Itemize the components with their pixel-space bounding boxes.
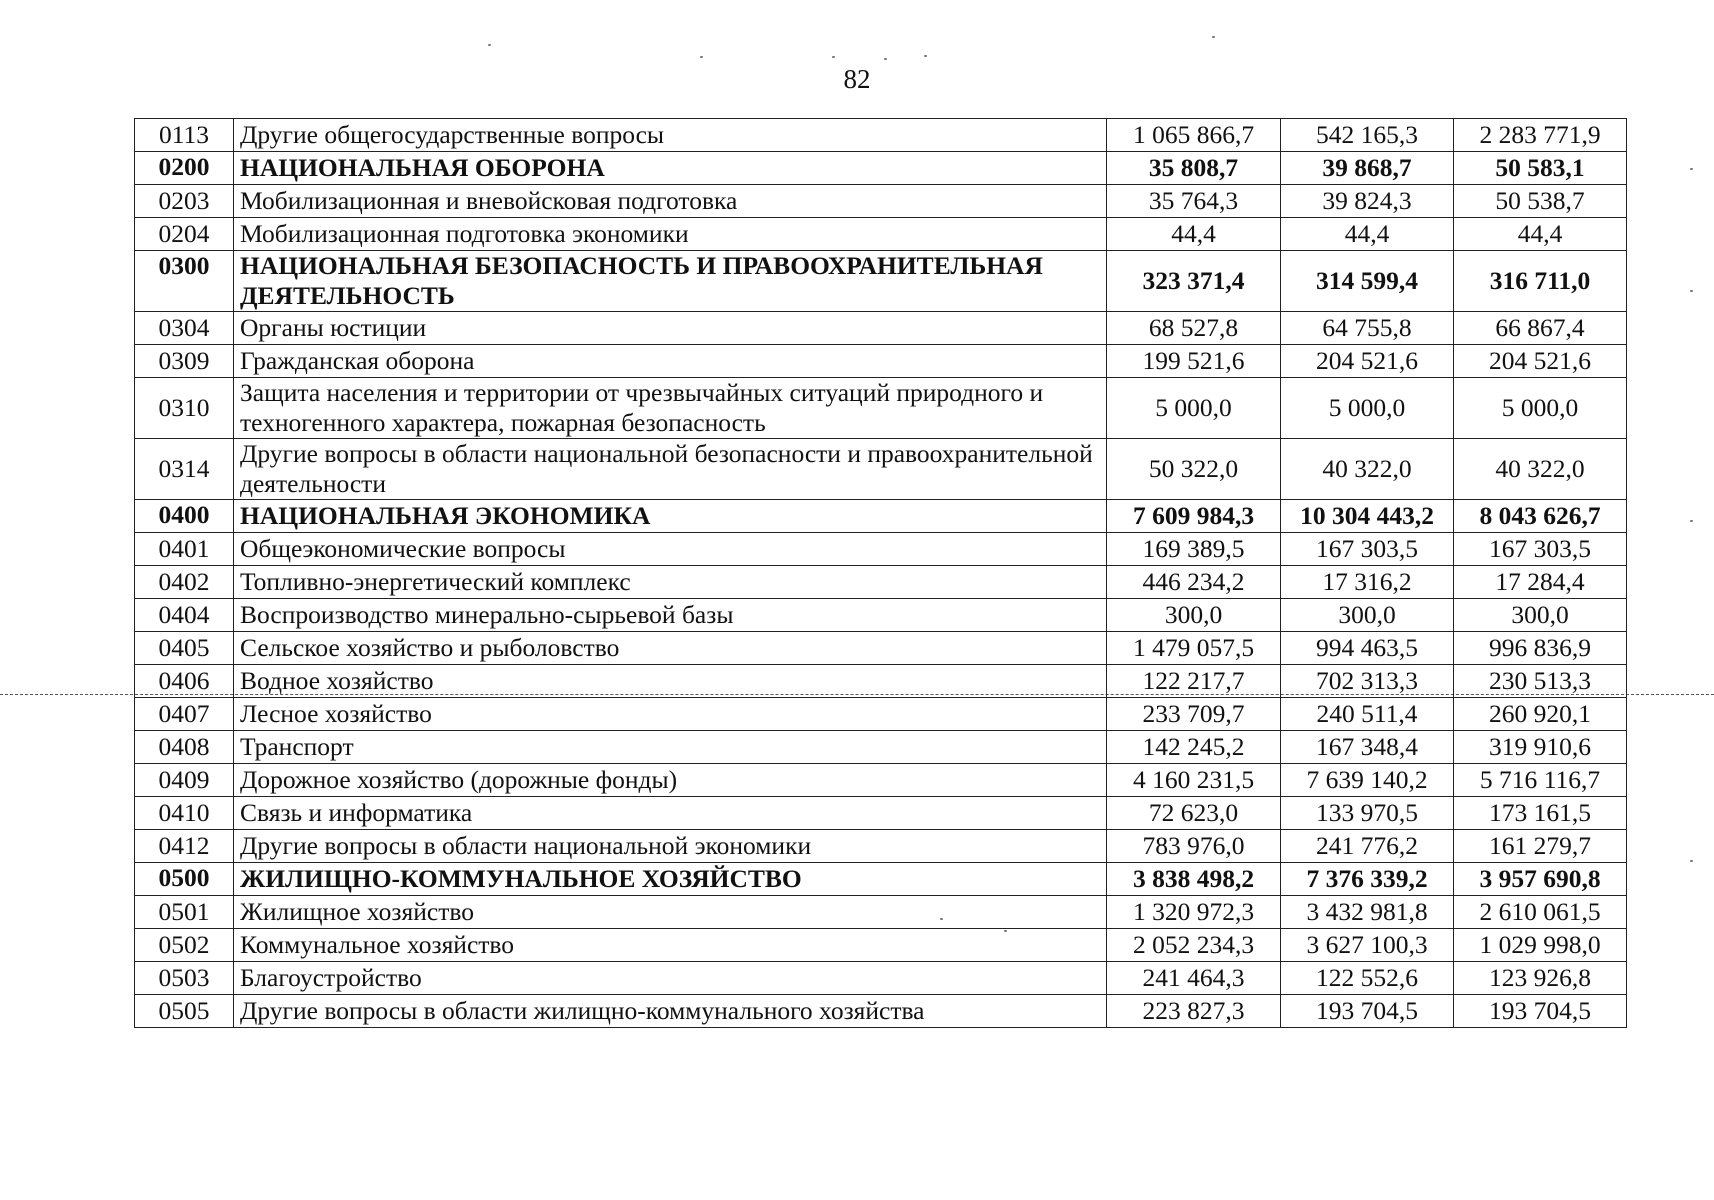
scan-speck — [1690, 860, 1693, 862]
section-row — [135, 251, 1627, 312]
row-value-1-cell: 241 464,3 — [1107, 962, 1281, 995]
row-value-1-cell: 323 371,4 — [1107, 251, 1281, 312]
row-name-cell: Коммунальное хозяйство — [234, 929, 1107, 962]
row-value-1-cell: 1 479 057,5 — [1107, 632, 1281, 665]
row-name-cell: Дорожное хозяйство (дорожные фонды) — [234, 764, 1107, 797]
row-value-1-cell: 44,4 — [1107, 218, 1281, 251]
scan-speck — [700, 56, 703, 58]
row-value-1-cell: 50 322,0 — [1107, 439, 1281, 500]
row-value-1-cell: 233 709,7 — [1107, 698, 1281, 731]
row-value-2-cell: 10 304 443,2 — [1281, 500, 1454, 533]
row-value-2-cell: 167 303,5 — [1281, 533, 1454, 566]
row-code-cell: 0200 — [135, 152, 234, 185]
row-value-2-cell: 133 970,5 — [1281, 797, 1454, 830]
row-name-cell: Лесное хозяйство — [234, 698, 1107, 731]
row-code-cell: 0505 — [135, 995, 234, 1028]
row-value-1-cell: 169 389,5 — [1107, 533, 1281, 566]
table-row — [135, 439, 1627, 500]
row-value-2-cell: 39 824,3 — [1281, 185, 1454, 218]
row-value-1-cell: 5 000,0 — [1107, 378, 1281, 439]
row-value-3-cell: 161 279,7 — [1454, 830, 1627, 863]
row-name-cell: Воспроизводство минерально-сырьевой базы — [234, 599, 1107, 632]
section-row — [135, 500, 1627, 533]
table-row — [135, 764, 1627, 797]
row-value-1-cell: 2 052 234,3 — [1107, 929, 1281, 962]
row-value-2-cell: 204 521,6 — [1281, 345, 1454, 378]
table-row — [135, 566, 1627, 599]
row-code-cell: 0407 — [135, 698, 234, 731]
row-value-2-cell: 5 000,0 — [1281, 378, 1454, 439]
row-code-cell: 0113 — [135, 119, 234, 152]
row-code-cell: 0309 — [135, 345, 234, 378]
table-row — [135, 731, 1627, 764]
row-name-cell: Органы юстиции — [234, 312, 1107, 345]
row-code-cell: 0502 — [135, 929, 234, 962]
row-value-2-cell: 17 316,2 — [1281, 566, 1454, 599]
table-row — [135, 665, 1627, 698]
row-name-cell: НАЦИОНАЛЬНАЯ БЕЗОПАСНОСТЬ И ПРАВООХРАНИТЕЛЬНАЯ ДЕЯТЕЛЬНОСТЬ — [234, 251, 1107, 312]
row-value-3-cell: 300,0 — [1454, 599, 1627, 632]
row-name-cell: Водное хозяйство — [234, 665, 1107, 698]
row-code-cell: 0310 — [135, 378, 234, 439]
row-value-3-cell: 40 322,0 — [1454, 439, 1627, 500]
row-name-cell: Транспорт — [234, 731, 1107, 764]
row-code-cell: 0204 — [135, 218, 234, 251]
budget-table — [134, 118, 1627, 1028]
row-value-3-cell: 8 043 626,7 — [1454, 500, 1627, 533]
row-name-cell: Сельское хозяйство и рыболовство — [234, 632, 1107, 665]
row-value-2-cell: 542 165,3 — [1281, 119, 1454, 152]
row-value-3-cell: 173 161,5 — [1454, 797, 1627, 830]
row-value-3-cell: 5 716 116,7 — [1454, 764, 1627, 797]
row-value-2-cell: 3 627 100,3 — [1281, 929, 1454, 962]
row-value-2-cell: 994 463,5 — [1281, 632, 1454, 665]
row-name-cell: Другие вопросы в области жилищно-коммунального хозяйства — [234, 995, 1107, 1028]
row-value-1-cell: 300,0 — [1107, 599, 1281, 632]
row-value-3-cell: 996 836,9 — [1454, 632, 1627, 665]
row-code-cell: 0412 — [135, 830, 234, 863]
table-row — [135, 312, 1627, 345]
row-value-3-cell: 1 029 998,0 — [1454, 929, 1627, 962]
row-value-3-cell: 50 538,7 — [1454, 185, 1627, 218]
row-value-2-cell: 64 755,8 — [1281, 312, 1454, 345]
row-code-cell: 0404 — [135, 599, 234, 632]
row-value-1-cell: 7 609 984,3 — [1107, 500, 1281, 533]
row-value-3-cell: 230 513,3 — [1454, 665, 1627, 698]
table-row — [135, 378, 1627, 439]
row-value-3-cell: 319 910,6 — [1454, 731, 1627, 764]
row-name-cell: Мобилизационная и вневойсковая подготовка — [234, 185, 1107, 218]
row-value-1-cell: 122 217,7 — [1107, 665, 1281, 698]
row-code-cell: 0314 — [135, 439, 234, 500]
row-name-cell: Другие вопросы в области национальной безопасности и правоохранительной деятельности — [234, 439, 1107, 500]
row-name-cell: Топливно-энергетический комплекс — [234, 566, 1107, 599]
scan-speck — [1690, 520, 1693, 522]
row-value-3-cell: 5 000,0 — [1454, 378, 1627, 439]
table-row — [135, 185, 1627, 218]
row-value-3-cell: 2 283 771,9 — [1454, 119, 1627, 152]
row-value-3-cell: 2 610 061,5 — [1454, 896, 1627, 929]
row-value-1-cell: 4 160 231,5 — [1107, 764, 1281, 797]
row-value-2-cell: 7 639 140,2 — [1281, 764, 1454, 797]
page-number: 82 — [843, 64, 871, 94]
row-code-cell: 0300 — [135, 251, 234, 312]
row-code-cell: 0400 — [135, 500, 234, 533]
row-value-3-cell: 123 926,8 — [1454, 962, 1627, 995]
table-row — [135, 797, 1627, 830]
row-value-3-cell: 50 583,1 — [1454, 152, 1627, 185]
row-value-3-cell: 204 521,6 — [1454, 345, 1627, 378]
table-row — [135, 345, 1627, 378]
row-value-1-cell: 199 521,6 — [1107, 345, 1281, 378]
table-row — [135, 929, 1627, 962]
row-code-cell: 0402 — [135, 566, 234, 599]
row-value-1-cell: 142 245,2 — [1107, 731, 1281, 764]
row-value-3-cell: 66 867,4 — [1454, 312, 1627, 345]
row-value-2-cell: 167 348,4 — [1281, 731, 1454, 764]
table-row — [135, 962, 1627, 995]
row-name-cell: Связь и информатика — [234, 797, 1107, 830]
scan-speck — [1690, 168, 1693, 170]
row-code-cell: 0405 — [135, 632, 234, 665]
row-value-1-cell: 783 976,0 — [1107, 830, 1281, 863]
section-row — [135, 152, 1627, 185]
scan-speck — [1690, 290, 1693, 292]
row-code-cell: 0203 — [135, 185, 234, 218]
row-name-cell: Другие вопросы в области национальной экономики — [234, 830, 1107, 863]
row-name-cell: Общеэкономические вопросы — [234, 533, 1107, 566]
row-value-2-cell: 40 322,0 — [1281, 439, 1454, 500]
row-value-1-cell: 223 827,3 — [1107, 995, 1281, 1028]
row-value-2-cell: 241 776,2 — [1281, 830, 1454, 863]
table-row — [135, 698, 1627, 731]
row-code-cell: 0304 — [135, 312, 234, 345]
row-value-1-cell: 446 234,2 — [1107, 566, 1281, 599]
row-name-cell: Благоустройство — [234, 962, 1107, 995]
row-code-cell: 0406 — [135, 665, 234, 698]
table-row — [135, 830, 1627, 863]
row-code-cell: 0501 — [135, 896, 234, 929]
row-value-2-cell: 44,4 — [1281, 218, 1454, 251]
row-code-cell: 0401 — [135, 533, 234, 566]
row-value-2-cell: 122 552,6 — [1281, 962, 1454, 995]
row-value-3-cell: 193 704,5 — [1454, 995, 1627, 1028]
row-value-3-cell: 3 957 690,8 — [1454, 863, 1627, 896]
row-value-2-cell: 702 313,3 — [1281, 665, 1454, 698]
row-code-cell: 0503 — [135, 962, 234, 995]
row-value-3-cell: 260 920,1 — [1454, 698, 1627, 731]
row-name-cell: Другие общегосударственные вопросы — [234, 119, 1107, 152]
row-name-cell: ЖИЛИЩНО-КОММУНАЛЬНОЕ ХОЗЯЙСТВО — [234, 863, 1107, 896]
row-name-cell: Жилищное хозяйство — [234, 896, 1107, 929]
row-value-3-cell: 167 303,5 — [1454, 533, 1627, 566]
table-row — [135, 599, 1627, 632]
row-value-1-cell: 1 065 866,7 — [1107, 119, 1281, 152]
scan-speck — [488, 44, 491, 46]
table-row — [135, 218, 1627, 251]
row-name-cell: Защита населения и территории от чрезвычайных ситуаций природного и техногенного характера, пожарная безопасность — [234, 378, 1107, 439]
row-value-1-cell: 72 623,0 — [1107, 797, 1281, 830]
table-row — [135, 119, 1627, 152]
row-value-2-cell: 240 511,4 — [1281, 698, 1454, 731]
row-value-3-cell: 17 284,4 — [1454, 566, 1627, 599]
row-value-1-cell: 35 764,3 — [1107, 185, 1281, 218]
row-value-2-cell: 3 432 981,8 — [1281, 896, 1454, 929]
table-row — [135, 632, 1627, 665]
row-name-cell: Гражданская оборона — [234, 345, 1107, 378]
row-code-cell: 0408 — [135, 731, 234, 764]
row-value-2-cell: 39 868,7 — [1281, 152, 1454, 185]
row-name-cell: Мобилизационная подготовка экономики — [234, 218, 1107, 251]
row-value-1-cell: 68 527,8 — [1107, 312, 1281, 345]
row-value-2-cell: 193 704,5 — [1281, 995, 1454, 1028]
section-row — [135, 863, 1627, 896]
row-value-3-cell: 316 711,0 — [1454, 251, 1627, 312]
table-row — [135, 896, 1627, 929]
scan-speck — [1212, 36, 1215, 38]
table-row — [135, 995, 1627, 1028]
row-code-cell: 0410 — [135, 797, 234, 830]
row-value-2-cell: 7 376 339,2 — [1281, 863, 1454, 896]
row-name-cell: НАЦИОНАЛЬНАЯ ОБОРОНА — [234, 152, 1107, 185]
row-value-1-cell: 1 320 972,3 — [1107, 896, 1281, 929]
row-value-1-cell: 35 808,7 — [1107, 152, 1281, 185]
row-value-1-cell: 3 838 498,2 — [1107, 863, 1281, 896]
table-row — [135, 533, 1627, 566]
budget-table-body — [135, 119, 1627, 1028]
row-value-2-cell: 314 599,4 — [1281, 251, 1454, 312]
scan-speck — [924, 55, 927, 57]
row-code-cell: 0409 — [135, 764, 234, 797]
row-value-3-cell: 44,4 — [1454, 218, 1627, 251]
row-name-cell: НАЦИОНАЛЬНАЯ ЭКОНОМИКА — [234, 500, 1107, 533]
row-code-cell: 0500 — [135, 863, 234, 896]
row-value-2-cell: 300,0 — [1281, 599, 1454, 632]
scan-speck — [884, 58, 887, 60]
scan-speck — [832, 56, 835, 58]
